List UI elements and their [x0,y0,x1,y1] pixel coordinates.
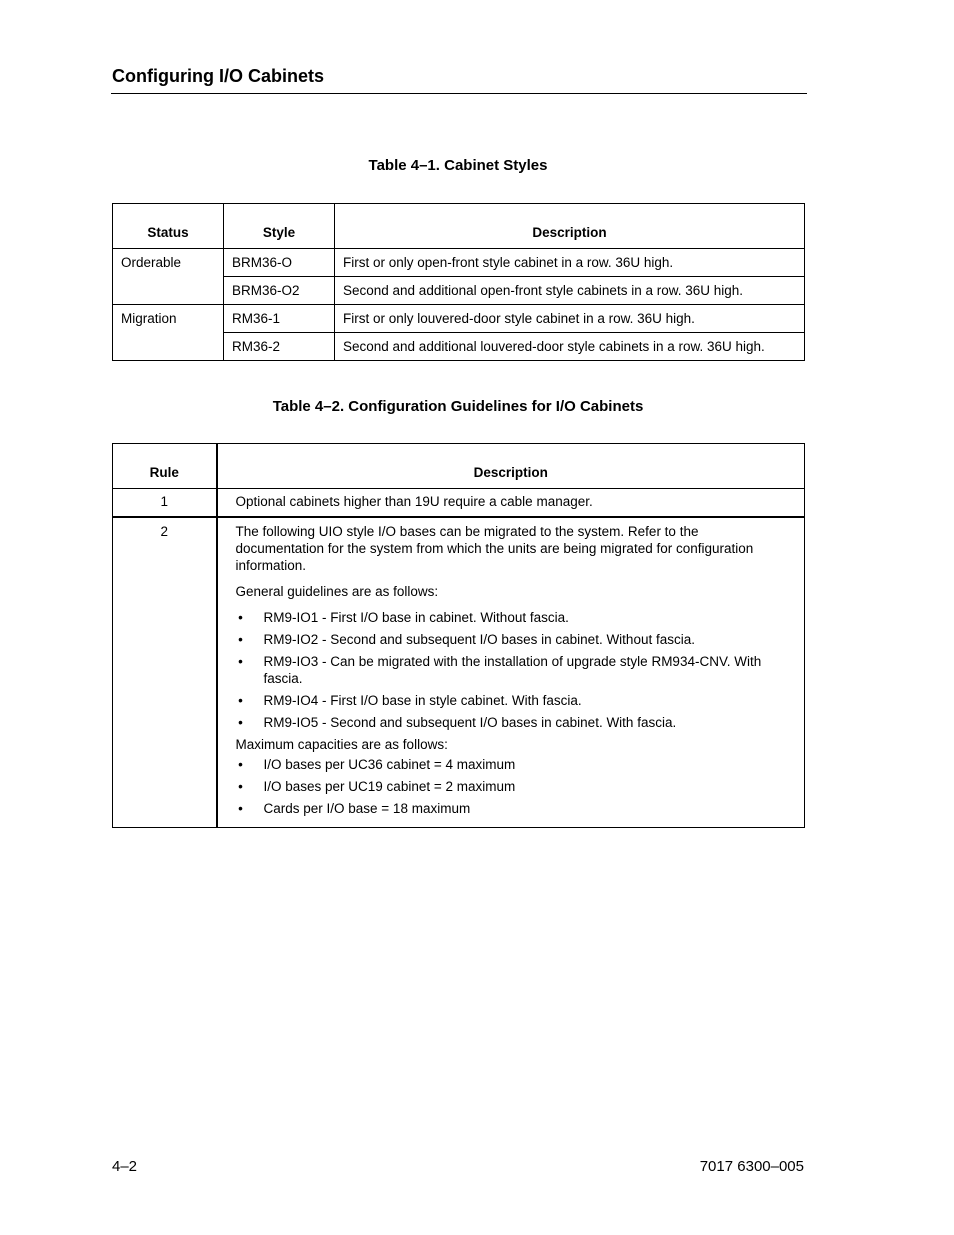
bullet-icon: • [238,715,243,730]
bullet-icon: • [238,610,243,625]
column-header-style: Style [224,204,335,249]
list-item: • RM9-IO3 - Can be migrated with the installation of upgrade style RM934-CNV. With fascia. [236,653,787,687]
list-item: • Cards per I/O base = 18 maximum [236,800,787,817]
bullet-icon: • [238,779,243,794]
style-cell: RM36-1 [224,305,335,333]
list-item: • I/O bases per UC19 cabinet = 2 maximum [236,778,787,795]
bullet-icon: • [238,693,243,708]
description-cell: Second and additional louvered-door style cabinets in a row. 36U high. [335,333,805,361]
table-caption-cabinet-styles: Table 4–1. Cabinet Styles [368,157,548,174]
configuration-guidelines-table [112,443,805,828]
table-header-row [113,444,805,489]
table-row [113,489,805,518]
description-cell: Second and additional open-front style cabinets in a row. 36U high. [335,277,805,305]
header-rule [111,93,807,94]
table-row [113,305,805,333]
column-header-description: Description [217,444,805,489]
list-item: • RM9-IO5 - Second and subsequent I/O bases in cabinet. With fascia. [236,714,787,731]
table-row [113,249,805,277]
list-item: • RM9-IO2 - Second and subsequent I/O bases in cabinet. Without fascia. [236,631,787,648]
capacities-list [236,756,787,817]
status-cell: Migration [113,305,224,361]
style-cell: BRM36-O [224,249,335,277]
guidelines-list [236,609,787,731]
rule-description-cell: Optional cabinets higher than 19U require a cable manager. [217,489,805,518]
rule-number-cell: 2 [113,517,217,828]
document-number: 7017 6300–005 [699,1158,804,1175]
table-header-row [113,204,805,249]
column-header-rule: Rule [113,444,217,489]
page-title: Configuring I/O Cabinets [112,66,324,86]
column-header-description: Description [335,204,805,249]
rule-number-cell: 1 [113,489,217,518]
bullet-icon: • [238,801,243,816]
list-item: • RM9-IO4 - First I/O base in style cabinet. With fascia. [236,692,787,709]
bullet-icon: • [238,632,243,647]
table-row [113,517,805,828]
style-cell: BRM36-O2 [224,277,335,305]
page-number: 4–2 [112,1158,138,1175]
rule-intro-text: The following UIO style I/O bases can be migrated to the system. Refer to the documentation for the system from which the units are being migrated for configuration information. [235,524,754,573]
guidelines-label: General guidelines are as follows: [235,584,439,599]
rule-description-cell [217,517,805,828]
style-cell: RM36-2 [224,333,335,361]
capacities-label: Maximum capacities are as follows: [235,737,448,752]
list-item: • RM9-IO1 - First I/O base in cabinet. Without fascia. [236,609,787,626]
column-header-status: Status [113,204,224,249]
bullet-icon: • [238,757,243,772]
description-cell: First or only louvered-door style cabinet in a row. 36U high. [335,305,805,333]
bullet-icon: • [238,654,243,669]
description-cell: First or only open-front style cabinet in a row. 36U high. [335,249,805,277]
table-caption-configuration-guidelines: Table 4–2. Configuration Guidelines for I/O Cabinets [272,398,644,415]
list-item: • I/O bases per UC36 cabinet = 4 maximum [236,756,787,773]
cabinet-styles-table [112,203,805,361]
status-cell: Orderable [113,249,224,305]
